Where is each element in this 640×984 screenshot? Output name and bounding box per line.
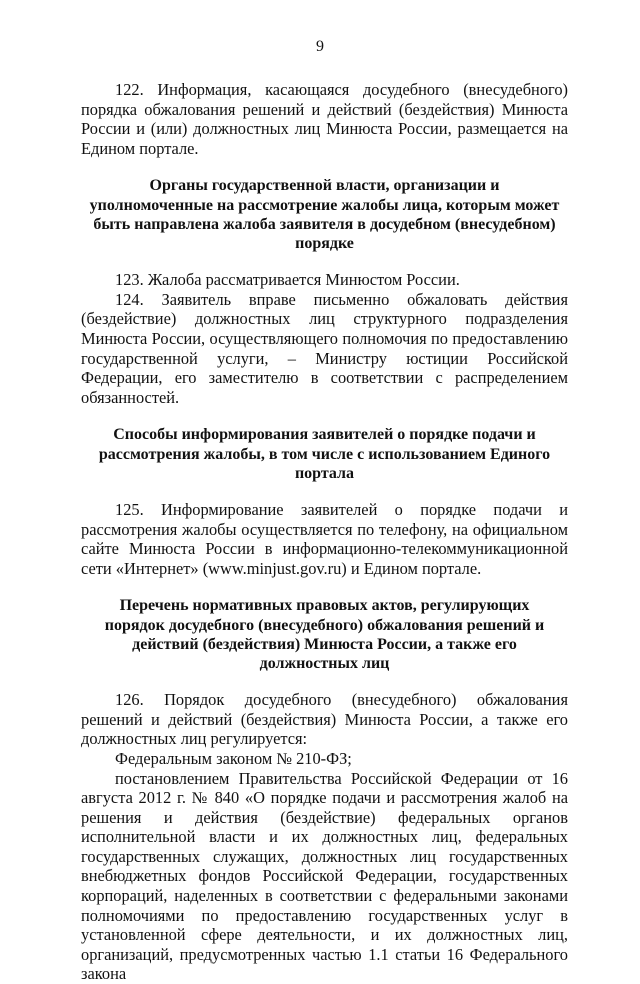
spacer	[81, 673, 568, 690]
page-number: 9	[316, 38, 324, 55]
paragraph-126-decree: постановлением Правительства Российской Федерации от 16 августа 2012 г. № 840 «О порядке подачи и рассмотрения жалоб на решения и действия (бездействие) федеральных органов исполнительной власти и их должностных лиц, федеральных государственных служащих, должностных лиц государственных внебюджетных фондов Российской Федерации, государственных корпораций, наделенных в соответствии с федеральными законами полномочиями по предоставлению государственных услуг в установленной сфере деятельности, и их должностных лиц, организаций, предусмотренных частью 1.1 статьи 16 Федерального закона	[81, 768, 568, 984]
spacer	[81, 158, 568, 176]
paragraph-123: 123. Жалоба рассматривается Минюстом России.	[115, 270, 460, 290]
section-heading-authorities: Органы государственной власти, организации и уполномоченные на рассмотрение жалобы лица, которым может быть направлена жалоба заявителя в досудебном (внесудебном) порядке	[89, 177, 560, 252]
paragraph-126: 126. Порядок досудебного (внесудебного) обжалования решений и действий (бездействия) Минюста России, а также его должностных лиц регулируется:	[81, 690, 568, 749]
section-heading-legal-acts: Перечень нормативных правовых актов, регулирующих порядок досудебного (внесудебного) обжалования решений и действий (бездействия) Минюста России, а также его должностных лиц	[104, 597, 545, 672]
paragraph-124: 124. Заявитель вправе письменно обжаловать действия (бездействие) должностных лиц структурного подразделения Минюста России, осуществляющего полномочия по предоставлению государственной услуги, – Министру юстиции Российской Федерации, его заместителю в соответствии с распределением обязанностей.	[81, 289, 568, 407]
spacer	[81, 407, 568, 425]
paragraph-122: 122. Информация, касающаяся досудебного (внесудебного) порядка обжалования решений и действий (бездействия) Минюста России и (или) должностных лиц Минюста России, размещается на Едином портале.	[81, 80, 568, 158]
spacer	[81, 253, 568, 270]
paragraph-125: 125. Информирование заявителей о порядке подачи и рассмотрения жалобы осуществляется по телефону, на официальном сайте Минюста России в информационно-телекоммуникационной сети «Интернет» (www.minjust.gov.ru) и Едином портале.	[81, 499, 568, 578]
document-body	[81, 80, 568, 984]
spacer	[81, 483, 568, 500]
section-heading-informing: Способы информирования заявителей о порядке подачи и рассмотрения жалобы, в том числе с использованием Единого портала	[98, 426, 551, 482]
paragraph-126-law: Федеральным законом № 210-ФЗ;	[115, 748, 352, 768]
spacer	[81, 578, 568, 596]
